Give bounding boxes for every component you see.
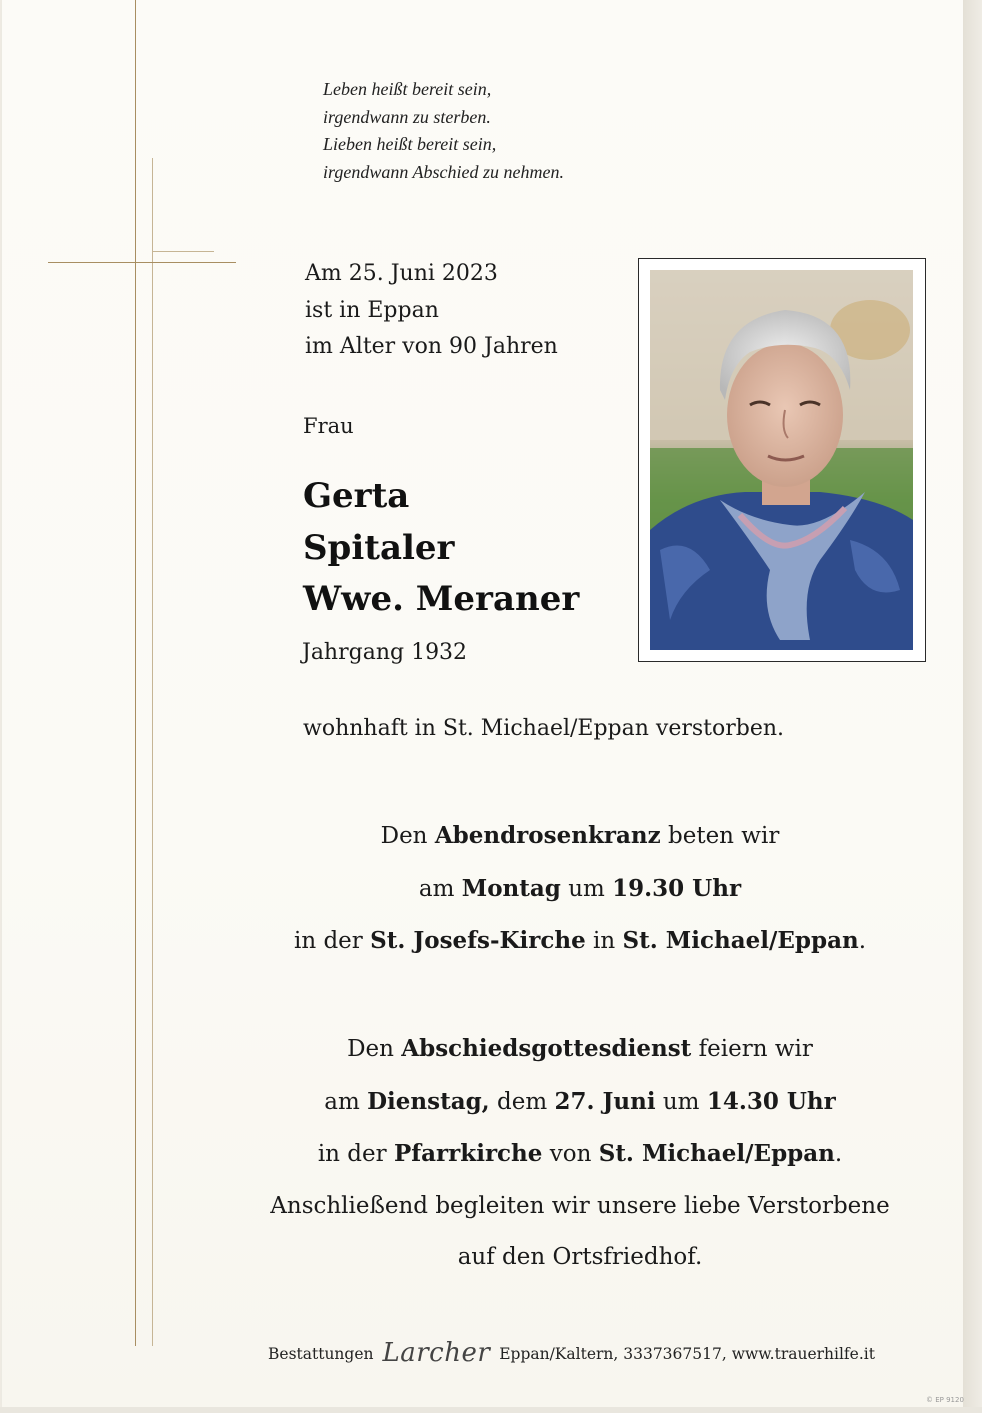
salutation: Frau [303,414,354,438]
paper-edge-right [963,0,982,1413]
cross-horizontal-line-inner [152,251,214,252]
rosary-day: Montag [461,874,561,902]
death-age: im Alter von 90 Jahren [305,334,558,359]
rosary-line-3 [200,915,960,968]
deceased-name [303,471,579,626]
death-announcement [305,256,558,366]
funeral-line-4: Anschließend begleiten wir unsere liebe Verstorbene [270,1192,890,1219]
funeral-info [200,1023,960,1284]
text: um [560,875,613,902]
birth-year: Jahrgang 1932 [302,640,468,665]
rosary-line-2 [200,863,960,916]
death-place: ist in Eppan [305,297,439,323]
funeral-line-3 [200,1128,960,1181]
residence-text: wohnhaft in St. Michael/Eppan verstorben. [303,716,785,741]
first-name: Gerta [303,476,410,516]
funeral-service-label: Abschiedsgottesdienst [401,1035,692,1062]
funeral-time: 14.30 Uhr [706,1087,836,1115]
rosary-church: St. Josefs-Kirche [370,927,586,954]
funeral-date: 27. Juni [554,1087,656,1115]
death-date: Am 25. Juni 2023 [305,261,498,286]
print-code: © EP 9120 [926,1396,964,1404]
funeral-line-5: auf den Ortsfriedhof. [457,1244,703,1270]
footer-prefix: Bestattungen [268,1345,374,1363]
text: um [655,1088,707,1115]
portrait-photo [650,270,913,650]
memorial-quote [323,76,564,186]
text: . [834,1141,843,1167]
cross-horizontal-line [48,262,236,263]
funeral-line-2 [200,1076,960,1129]
last-name: Spitaler [303,527,455,568]
rosary-time: 19.30 Uhr [612,874,742,902]
rosary-label: Abendrosenkranz [434,822,661,849]
text: feiern wir [691,1036,813,1062]
cross-vertical-line-inner [152,158,153,1346]
text: in der [317,1141,394,1167]
text: . [858,928,867,954]
text: beten wir [660,823,780,849]
quote-line: Lieben heißt bereit sein, [323,134,497,154]
cross-vertical-line [135,0,136,1346]
quote-line: irgendwann Abschied zu nehmen. [323,161,564,182]
paper-edge-bottom [0,1407,982,1413]
rosary-place: St. Michael/Eppan [622,927,859,954]
quote-line: Leben heißt bereit sein, [323,79,492,99]
undertaker-logo: Larcher [382,1338,491,1368]
rosary-line-1 [200,810,960,863]
funeral-church: Pfarrkirche [393,1140,543,1167]
text: von [542,1141,599,1167]
text: Den [380,823,435,849]
rosary-info [200,810,960,968]
text: am [418,875,462,902]
text: dem [489,1088,555,1115]
text: in der [293,928,371,954]
funeral-place: St. Michael/Eppan [598,1140,835,1167]
widow-name: Wwe. Meraner [303,579,580,619]
funeral-line-1 [200,1023,960,1076]
footer-contact: Eppan/Kaltern, 3337367517, www.trauerhilfe.it [499,1345,875,1363]
text: am [324,1088,368,1115]
quote-line: irgendwann zu sterben. [323,106,491,127]
funeral-day: Dienstag, [367,1087,490,1115]
undertaker-footer [268,1336,875,1366]
text: Den [347,1036,402,1062]
text: in [585,928,623,954]
